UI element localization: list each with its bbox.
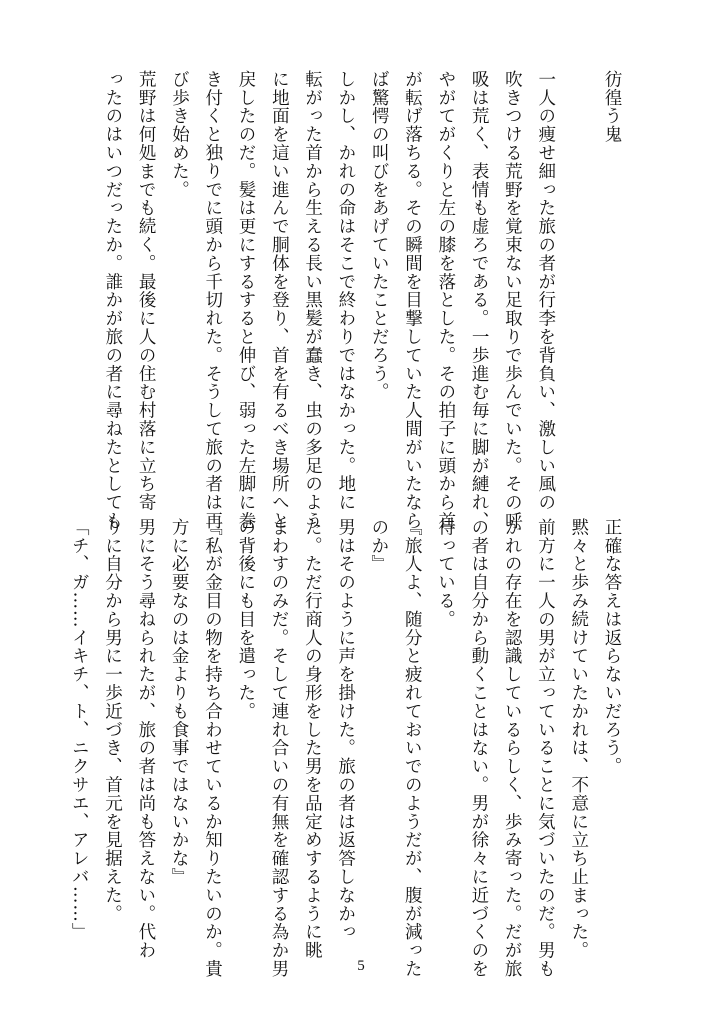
text-line: まわすのみだ。そして連れ合いの有無を確認する為か男 xyxy=(269,518,290,978)
upper-text-block xyxy=(98,70,628,530)
text-line: 方に必要なのは金よりも食事ではないかな』 xyxy=(169,518,190,886)
text-line: き付くと独りでに頭から千切れた。そうして旅の者は再 xyxy=(202,70,223,530)
text-line: 戻したのだ。髪は更にするすると伸び、弱った左脚に巻 xyxy=(236,70,257,530)
text-line: た。ただ行商人の身形をした男を品定めするように眺 xyxy=(302,518,323,960)
text-line: の者は自分から動くことはない。男が徐々に近づくのを xyxy=(468,518,489,978)
text-line: び歩き始めた。 xyxy=(169,70,190,199)
text-line: しかし、かれの命はそこで終わりではなかった。地に xyxy=(335,70,356,512)
text-line: 『私が金目の物を持ち合わせているか知りたいのか。貴 xyxy=(202,518,223,978)
text-line: りに自分から男に一歩近づき、首元を見据えた。 xyxy=(102,518,123,923)
text-line: が転げ落ちる。その瞬間を目撃していた人間がいたなら xyxy=(402,70,423,530)
lower-text-block xyxy=(69,518,628,978)
text-line: ったのはいつだったか。誰かが旅の者に尋ねたとしても xyxy=(102,70,123,530)
text-line: 待っている。 xyxy=(435,518,456,629)
text-line: やがてがくりと左の膝を落とした。その拍子に頭から首 xyxy=(435,70,456,530)
text-line: かれの存在を認識しているらしく、歩み寄った。だが旅 xyxy=(502,518,523,978)
text-line: 転がった首から生える長い黒髪が蠢き、虫の多足のよう xyxy=(302,70,323,530)
story-title: 彷徨う鬼 xyxy=(602,70,622,144)
text-line: 正確な答えは返らないだろう。 xyxy=(602,518,622,776)
text-line: 前方に一人の男が立っていることに気づいたのだ。男も xyxy=(535,518,556,978)
text-line: に地面を這い進んで胴体を登り、首を有るべき場所へと xyxy=(269,70,290,530)
page-number: 5 xyxy=(357,958,365,974)
text-line: 黙々と歩み続けていたかれは、不意に立ち止まった。 xyxy=(568,518,589,960)
text-line: 一人の痩せ細った旅の者が行李を背負い、激しい風の xyxy=(535,70,556,512)
text-line: 吸は荒く、表情も虚ろである。一歩進む毎に脚が縺れ、 xyxy=(469,70,490,530)
text-line: のか』 xyxy=(368,518,389,574)
text-line: 男にそう尋ねられたが、旅の者は尚も答えない。代わ xyxy=(135,518,156,960)
text-line: 『旅人よ、随分と疲れておいでのようだが、腹が減った xyxy=(402,518,423,978)
text-line: 「チ、ガ……イキチ、ト、ニクサエ、アレバ……」 xyxy=(69,518,90,942)
text-line: 荒野は何処までも続く。最後に人の住む村落に立ち寄 xyxy=(136,70,157,512)
text-line: 吹きつける荒野を覚束ない足取りで歩んでいた。その呼 xyxy=(502,70,523,530)
text-line: の背後にも目を遣った。 xyxy=(235,518,256,721)
text-line: ば驚愕の叫びをあげていたことだろう。 xyxy=(369,70,390,402)
text-line: 男はそのように声を掛けた。旅の者は返答しなかっ xyxy=(335,518,356,942)
